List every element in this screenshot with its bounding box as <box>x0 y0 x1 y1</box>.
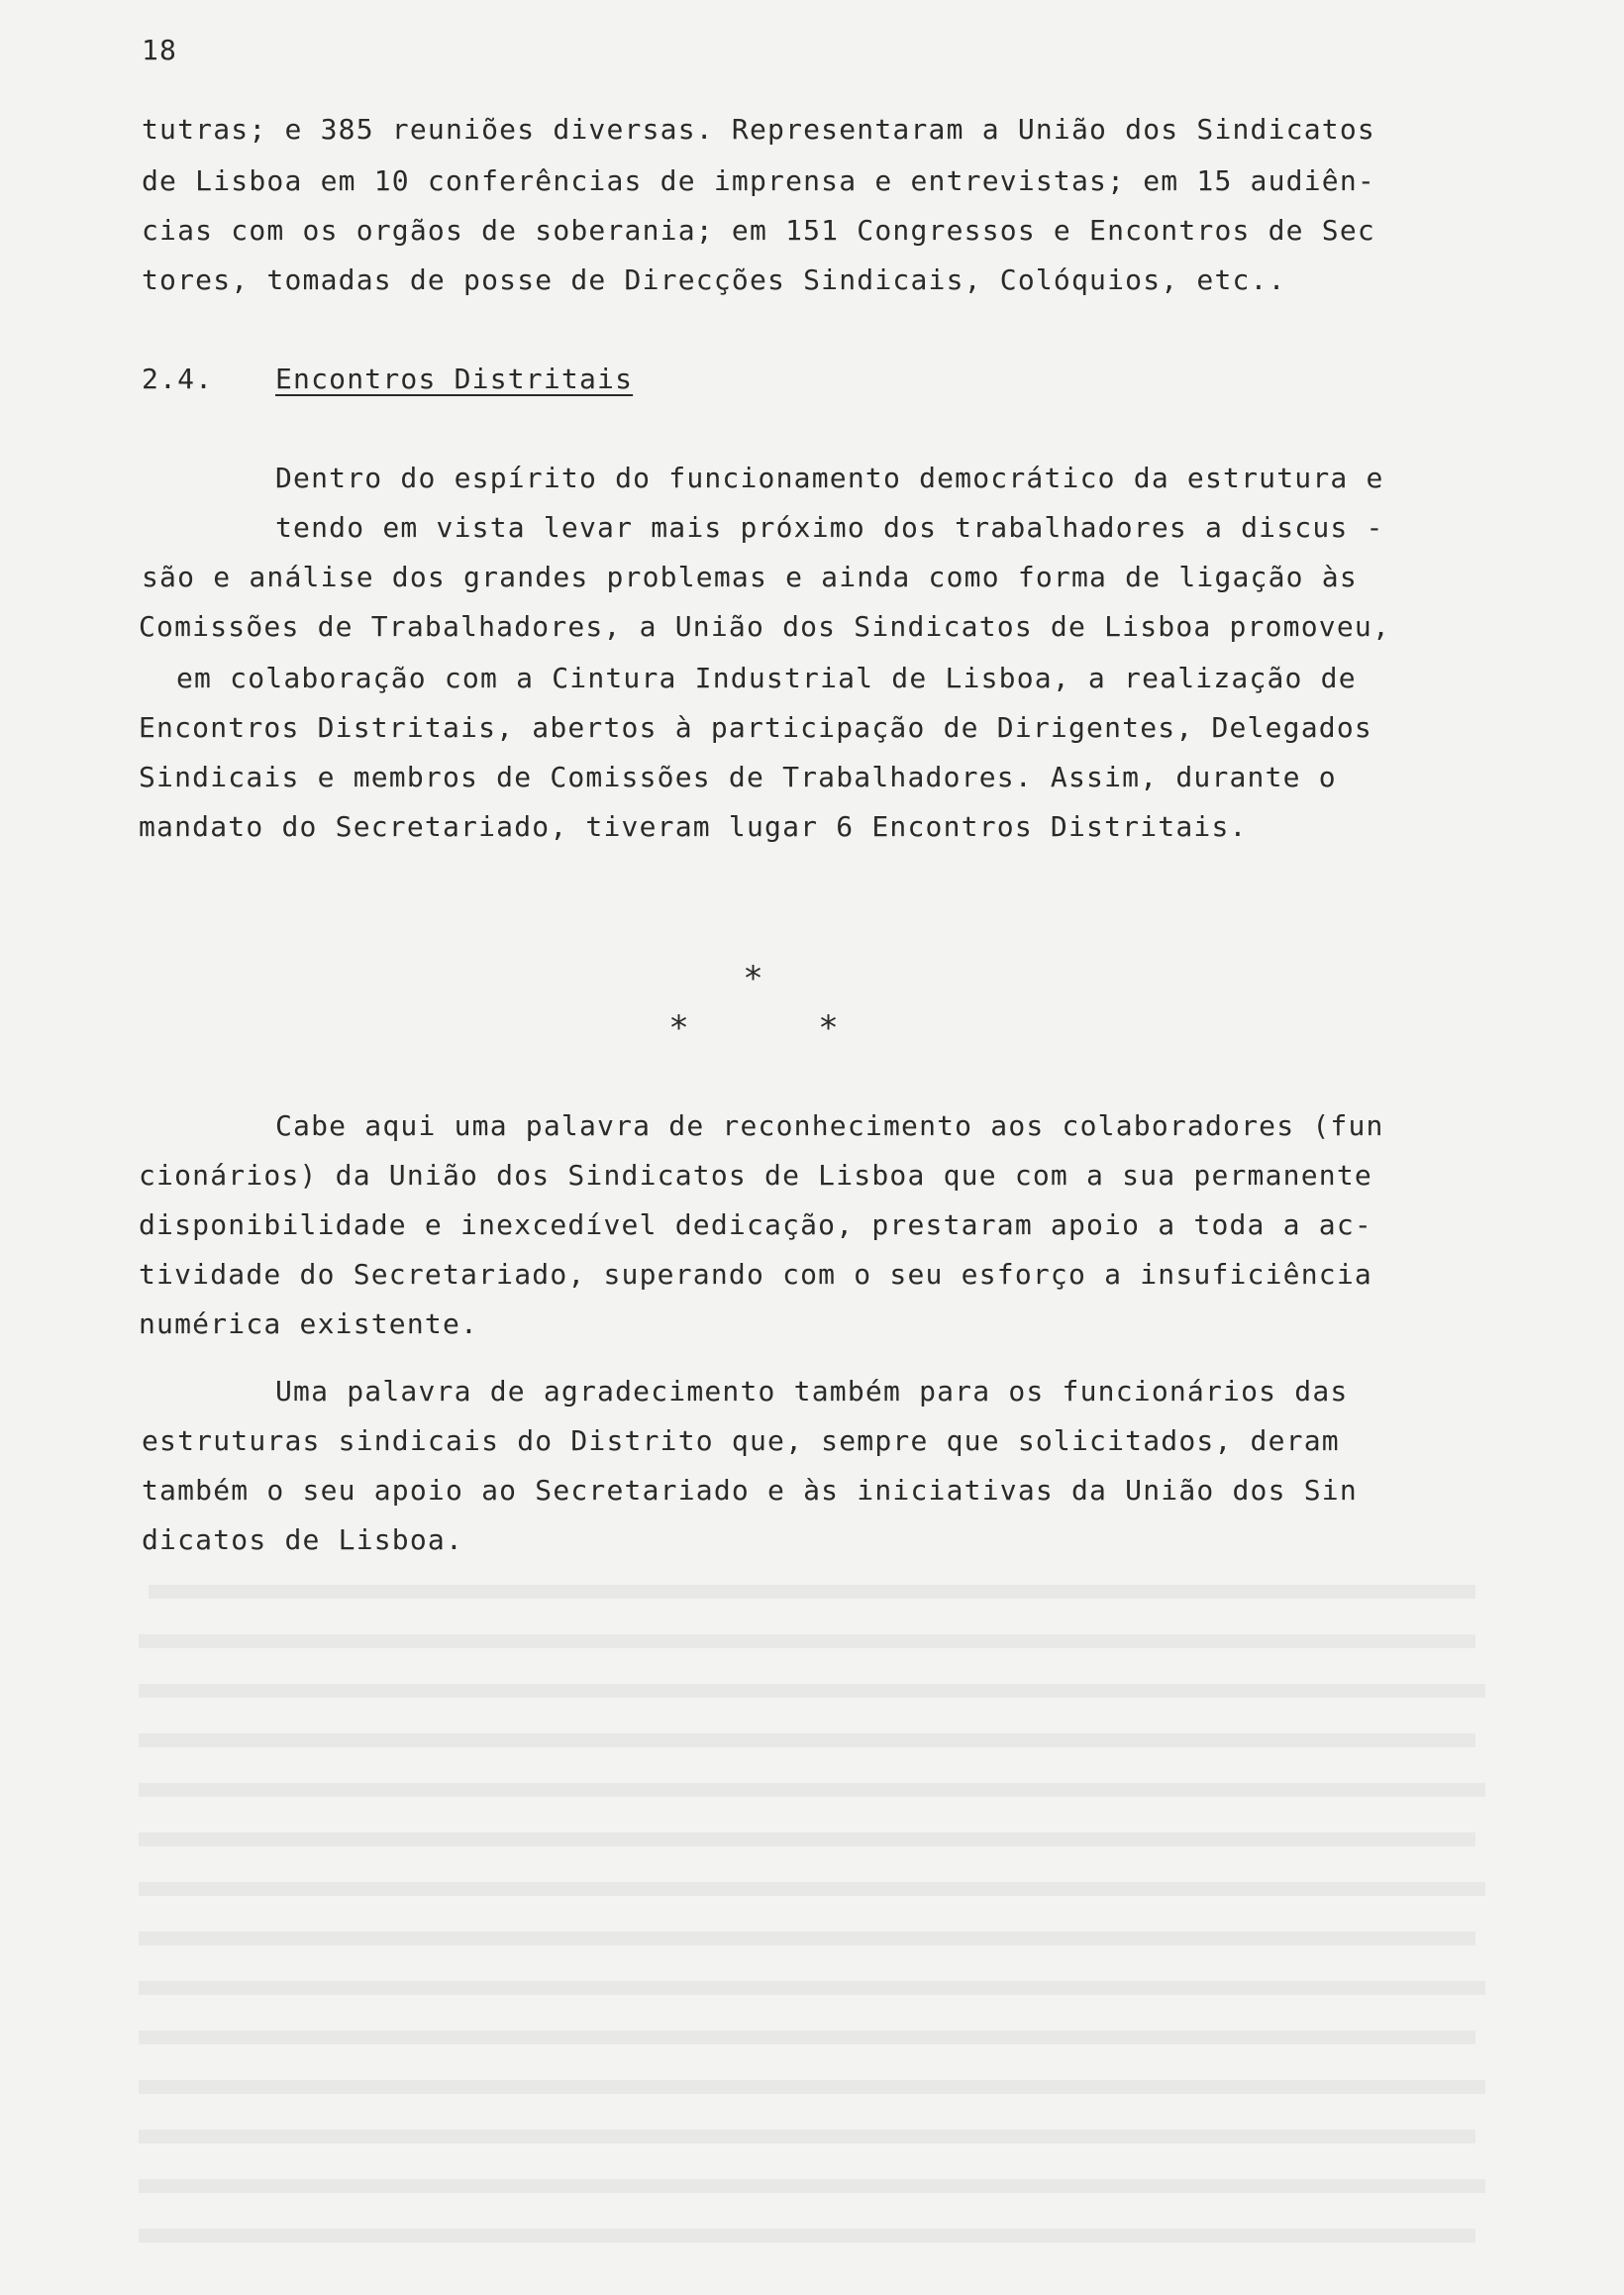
text-line: estruturas sindicais do Distrito que, sempre que solicitados, deram <box>142 1424 1340 1457</box>
text-line: dicatos de Lisboa. <box>142 1523 464 1556</box>
text-line: em colaboração com a Cintura Industrial de Lisboa, a realização de <box>176 662 1357 694</box>
text-line: Comissões de Trabalhadores, a União dos Sindicatos de Lisboa promoveu, <box>139 610 1391 643</box>
text-line: de Lisboa em 10 conferências de imprensa e entrevistas; em 15 audiên- <box>142 164 1375 197</box>
text-line: mandato do Secretariado, tiveram lugar 6 Encontros Distritais. <box>139 810 1248 843</box>
text-line: são e análise dos grandes problemas e ainda como forma de ligação às <box>142 561 1358 593</box>
page-number: 18 <box>142 34 178 66</box>
text-line: Sindicais e membros de Comissões de Trabalhadores. Assim, durante o <box>139 761 1337 793</box>
text-line: também o seu apoio ao Secretariado e às iniciativas da União dos Sin <box>142 1474 1358 1507</box>
section-title: Encontros Distritais <box>275 363 634 395</box>
separator-asterisk: * <box>820 1008 837 1048</box>
text-line: tores, tomadas de posse de Direcções Sindicais, Colóquios, etc.. <box>142 263 1286 296</box>
text-line: Cabe aqui uma palavra de reconhecimento aos colaboradores (fun <box>275 1109 1384 1142</box>
section-number: 2.4. <box>142 363 214 395</box>
text-line: tutras; e 385 reuniões diversas. Representaram a União dos Sindicatos <box>142 113 1375 146</box>
text-line: numérica existente. <box>139 1307 479 1340</box>
text-line: Encontros Distritais, abertos à participação de Dirigentes, Delegados <box>139 711 1372 744</box>
text-line: disponibilidade e inexcedível dedicação, prestaram apoio a toda a ac- <box>139 1208 1372 1241</box>
text-line: tividade do Secretariado, superando com o seu esforço a insuficiência <box>139 1258 1372 1291</box>
text-line: cionários) da União dos Sindicatos de Lisboa que com a sua permanente <box>139 1159 1372 1192</box>
text-line: Dentro do espírito do funcionamento democrático da estrutura e <box>275 462 1384 494</box>
text-line: tendo em vista levar mais próximo dos trabalhadores a discus - <box>275 511 1384 544</box>
separator-asterisk: * <box>745 959 761 998</box>
text-line: Uma palavra de agradecimento também para os funcionários das <box>275 1375 1349 1408</box>
text-line: cias com os orgãos de soberania; em 151 Congressos e Encontros de Sec <box>142 214 1375 247</box>
separator-asterisk: * <box>670 1008 687 1048</box>
